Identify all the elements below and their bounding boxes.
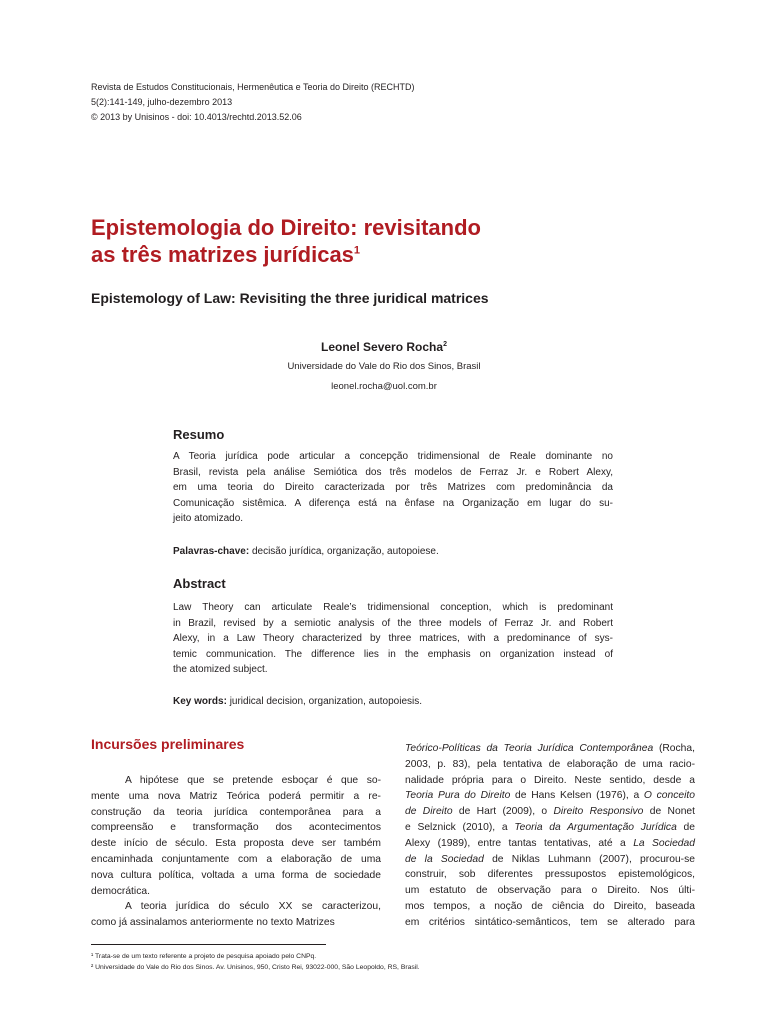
body-line: construir, sob diferentes pressupostos epistemológicos, <box>405 869 695 881</box>
body-line: A teoria jurídica do século XX se caracterizou, <box>125 901 381 913</box>
body-line: nalidade própria para o Direito. Neste sentido, desde a <box>405 774 695 786</box>
resumo-body <box>173 449 613 527</box>
body-line: de Direito de Hart (2009), o Direito Responsivo de Nonet <box>405 806 696 818</box>
author-email: leonel.rocha@uol.com.br <box>331 381 437 392</box>
body-line: de la Sociedad de Niklas Luhmann (2007), procurou-se <box>405 853 695 865</box>
abstract-line: temic communication. The difference lies in the emphasis on organization instead of <box>173 648 613 660</box>
author-footnote-mark: 2 <box>443 341 447 348</box>
journal-issue: 5(2):141-149, julho-dezembro 2013 <box>91 97 233 107</box>
abstract-keywords: Key words: juridical decision, organization, autopoiesis. <box>173 696 423 707</box>
resumo-heading: Resumo <box>173 427 225 442</box>
footnote-divider <box>91 944 326 945</box>
body-line: democrática. <box>91 885 150 897</box>
body-line: um estatuto de observação para o Direito. Nos últi- <box>405 885 695 897</box>
body-line: construção da teoria jurídica contemporânea para a <box>91 806 381 818</box>
footnote-2: ² Universidade do Vale do Rio dos Sinos. Av. Unisinos, 950, Cristo Rei, 93022-000, São Leopoldo, RS, Brasil. <box>91 964 420 971</box>
abstract-body <box>173 600 613 678</box>
body-line: encaminhada conjuntamente com a elaboração de uma <box>91 853 381 865</box>
body-line: em critérios sintático-semânticos, tem se alterado para <box>405 916 695 928</box>
author-affiliation: Universidade do Vale do Rio dos Sinos, Brasil <box>287 361 481 372</box>
title-footnote-mark: 1 <box>353 244 361 257</box>
author-name: Leonel Severo Rocha$^2$ <box>321 340 447 354</box>
body-line: nova cultura política, voltada a uma forma de sociedade <box>91 869 381 881</box>
abstract-heading: Abstract <box>173 576 226 591</box>
resumo-line: A Teoria jurídica pode articular a concepção tridimensional de Reale dominante no <box>173 451 613 462</box>
body-line: A hipótese que se pretende esboçar é que so- <box>125 775 381 786</box>
body-line: Alexy (1989), entre tantas tentativas, até a La Sociedad <box>405 837 695 849</box>
body-line: Teórico-Políticas da Teoria Jurídica Contemporânea (Rocha, <box>405 743 695 754</box>
body-line: compreensão e transformação dos acontecimentos <box>91 822 381 834</box>
body-line: Teoria Pura do Direito de Hans Kelsen (1976), a O conceito <box>405 790 695 802</box>
resumo-line: Comunicação sistêmica. A diferença está na ênfase na Organização em lugar do su- <box>173 497 613 509</box>
title-line-2: as três matrizes jurídicas$^1$ <box>91 242 361 267</box>
body-line: como já assinalamos anteriormente no texto Matrizes <box>91 917 335 929</box>
abstract-line: Alexy, in a Law Theory characterized by three matrices, with a predominance of sys- <box>173 633 613 644</box>
article-title <box>91 214 691 268</box>
resumo-line: em uma teoria do Direito caracterizada por três Matrizes com predominância da <box>173 482 613 493</box>
journal-doi: © 2013 by Unisinos - doi: 10.4013/rechtd.2013.52.06 <box>91 112 302 122</box>
article-subtitle: Epistemology of Law: Revisiting the three juridical matrices <box>91 290 489 306</box>
journal-name: Revista de Estudos Constitucionais, Hermenêutica e Teoria do Direito (RECHTD) <box>91 82 415 92</box>
footnote-1: ¹ Trata-se de um texto referente a projeto de pesquisa apoiado pelo CNPq. <box>91 953 317 960</box>
resumo-line: Brasil, revista pela análise Semiótica dos três modelos de Ferraz Jr. e Robert Alexy, <box>173 466 613 478</box>
right-column <box>405 741 695 931</box>
body-line: e Selznick (2010), a Teoria da Argumentação Jurídica de <box>405 821 695 833</box>
journal-header <box>91 80 571 125</box>
body-line: 2003, p. 83), pela tentativa de elaboração de uma racio- <box>405 758 695 770</box>
resumo-keywords: Palavras-chave: decisão jurídica, organização, autopoiese. <box>173 546 439 557</box>
abstract-line: the atomized subject. <box>173 664 268 675</box>
abstract-line: in Brazil, revised by a semiotic analysis of the three models of Ferraz Jr. and Robert <box>173 617 613 629</box>
left-column <box>91 773 381 931</box>
footnotes <box>91 951 691 973</box>
body-line: mente uma nova Matriz Teórica poderá permitir a re- <box>91 790 381 802</box>
section-heading: Incursões preliminares <box>91 736 245 752</box>
title-line-1: Epistemologia do Direito: revisitando <box>91 215 481 240</box>
abstract-line: Law Theory can articulate Reale’s tridimensional conception, which is predominant <box>173 602 613 613</box>
body-line: mos tempos, a noção de ciência do Direito, baseada <box>405 900 695 912</box>
body-line: deste início de século. Esta proposta deve ser também <box>91 838 381 850</box>
resumo-line: jeito atomizado. <box>173 513 244 524</box>
